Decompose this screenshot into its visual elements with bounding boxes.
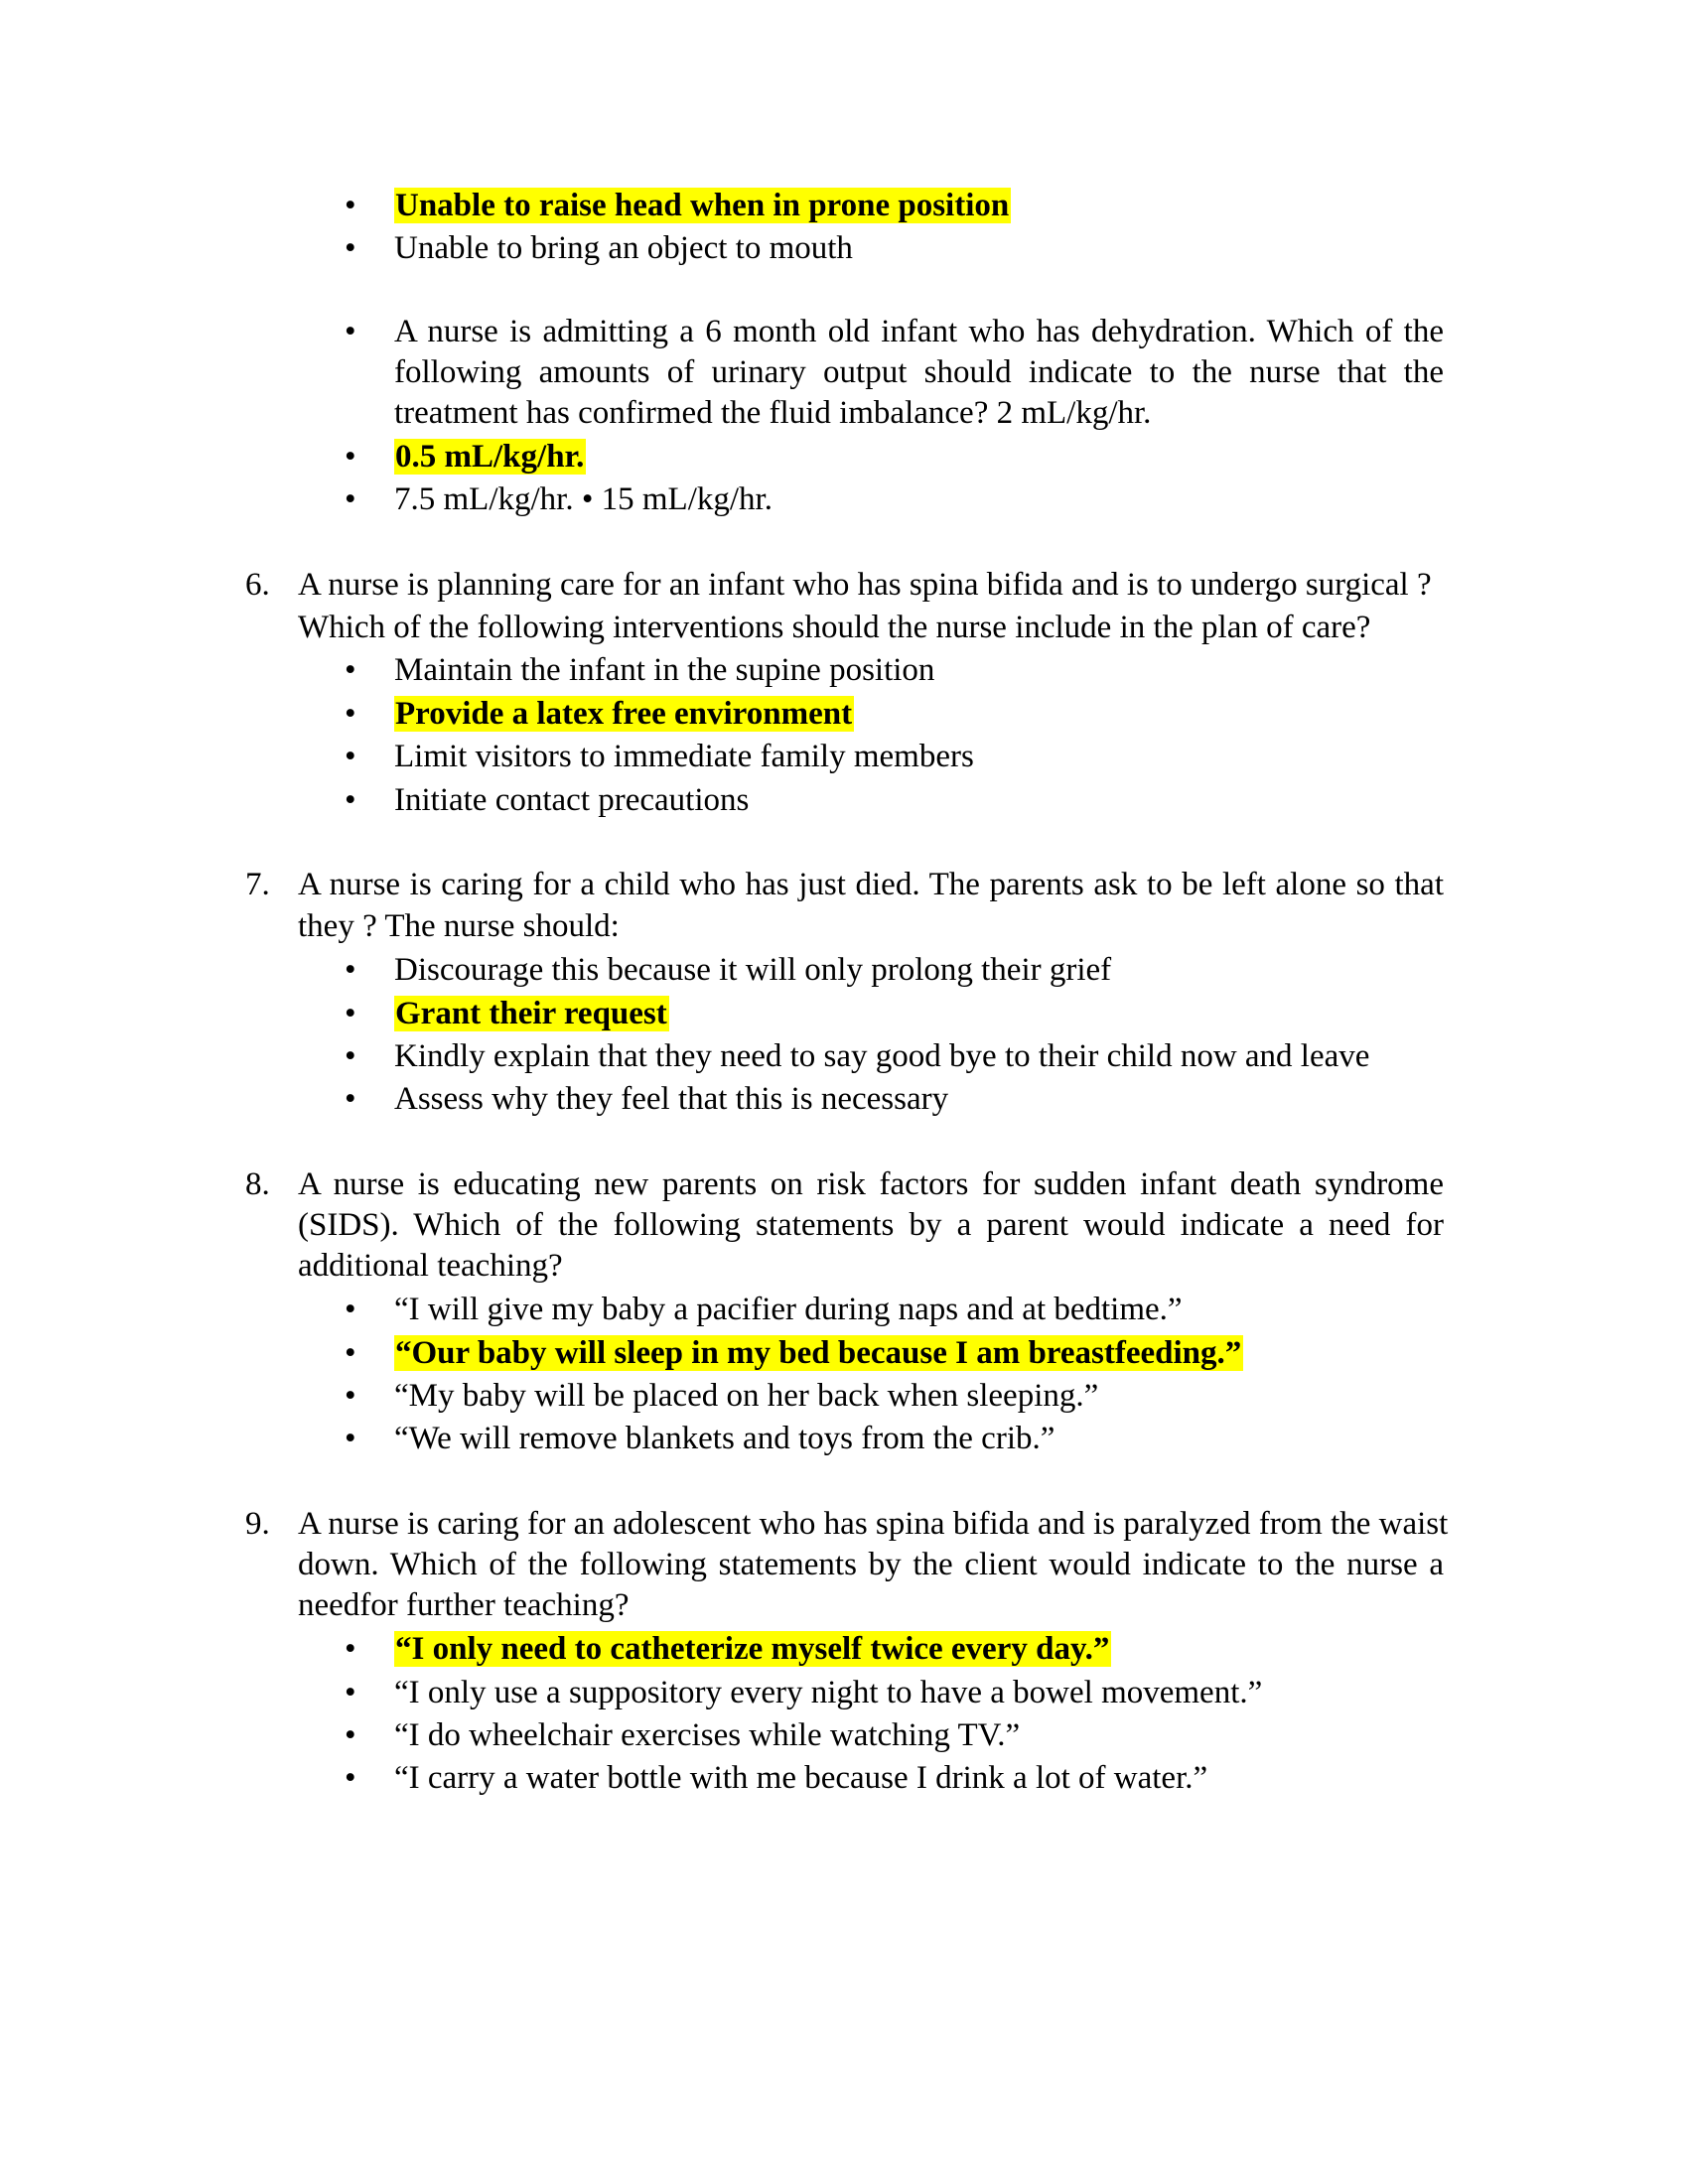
bullet-glyph: • (345, 1631, 356, 1667)
option: Limit visitors to immediate family members (394, 739, 974, 774)
highlighted-answer: Grant their request (395, 996, 667, 1031)
option: Maintain the infant in the supine position (394, 652, 935, 688)
bullet-glyph: • (345, 739, 356, 774)
option-highlighted (394, 992, 669, 1035)
bullet-glyph: • (345, 1081, 356, 1117)
bullet-glyph: • (345, 782, 356, 818)
question-text-line: Which of the following interventions should the nurse include in the plan of care? (298, 610, 1371, 645)
bullet-glyph: • (345, 230, 356, 266)
bullet-glyph: • (345, 314, 356, 349)
bullet-glyph: • (345, 1421, 356, 1456)
bullet-glyph: • (345, 481, 356, 517)
question-text-line: treatment has confirmed the fluid imbalance? 2 mL/kg/hr. (394, 395, 1152, 431)
option: Kindly explain that they need to say good bye to their child now and leave (394, 1038, 1370, 1074)
highlighted-answer: Unable to raise head when in prone position (395, 188, 1010, 223)
option: “I do wheelchair exercises while watching TV.” (394, 1717, 1021, 1753)
question-text-line: needfor further teaching? (298, 1587, 630, 1623)
question-text-line: A nurse is admitting a 6 month old infant who has dehydration. Which of the (394, 314, 1444, 349)
highlighted-answer: “Our baby will sleep in my bed because I am breastfeeding.” (395, 1335, 1242, 1371)
question-text-line: they ? The nurse should: (298, 908, 620, 944)
bullet-glyph: • (345, 696, 356, 732)
option: Discourage this because it will only prolong their grief (394, 952, 1112, 988)
list-item: Unable to bring an object to mouth (394, 230, 853, 266)
bullet-glyph: • (345, 1760, 356, 1796)
highlighted-answer: “I only need to catheterize myself twice every day.” (395, 1631, 1110, 1667)
question-number: 9. (245, 1506, 270, 1542)
bullet-glyph: • (345, 439, 356, 475)
list-item-highlighted (394, 184, 1011, 227)
option: “My baby will be placed on her back when sleeping.” (394, 1378, 1099, 1414)
bullet-glyph: • (345, 1335, 356, 1371)
option-highlighted (394, 1627, 1111, 1671)
option: Assess why they feel that this is necessary (394, 1081, 949, 1117)
question-text-line: (SIDS). Which of the following statements by a parent would indicate a need for (298, 1207, 1444, 1243)
bullet-glyph: • (345, 1038, 356, 1074)
question-text-line: down. Which of the following statements by the client would indicate to the nurse a (298, 1547, 1444, 1582)
bullet-glyph: • (345, 1378, 356, 1414)
bullet-glyph: • (345, 1292, 356, 1327)
option: “I carry a water bottle with me because I drink a lot of water.” (394, 1760, 1208, 1796)
question-text-line: A nurse is planning care for an infant who has spina bifida and is to undergo surgical ? (298, 567, 1432, 603)
question-text-line: A nurse is caring for a child who has just died. The parents ask to be left alone so that (298, 867, 1444, 902)
question-text-line: following amounts of urinary output should indicate to the nurse that the (394, 354, 1444, 390)
option-highlighted (394, 692, 854, 736)
question-number: 6. (245, 567, 270, 603)
question-number: 7. (245, 867, 270, 902)
option: “I only use a suppository every night to have a bowel movement.” (394, 1675, 1263, 1710)
option: 7.5 mL/kg/hr. • 15 mL/kg/hr. (394, 481, 773, 517)
bullet-glyph: • (345, 996, 356, 1031)
bullet-glyph: • (345, 1717, 356, 1753)
option-highlighted (394, 1331, 1243, 1375)
highlighted-answer: 0.5 mL/kg/hr. (395, 439, 585, 475)
bullet-glyph: • (345, 1675, 356, 1710)
question-text-line: additional teaching? (298, 1248, 563, 1284)
highlighted-answer: Provide a latex free environment (395, 696, 853, 732)
question-text-line: A nurse is educating new parents on risk factors for sudden infant death syndrome (298, 1166, 1444, 1202)
option: Initiate contact precautions (394, 782, 750, 818)
option-highlighted (394, 435, 586, 478)
option: “I will give my baby a pacifier during naps and at bedtime.” (394, 1292, 1183, 1327)
question-text-line: A nurse is caring for an adolescent who has spina bifida and is paralyzed from the waist (298, 1506, 1449, 1542)
question-number: 8. (245, 1166, 270, 1202)
bullet-glyph: • (345, 188, 356, 223)
bullet-glyph: • (345, 652, 356, 688)
bullet-glyph: • (345, 952, 356, 988)
option: “We will remove blankets and toys from the crib.” (394, 1421, 1055, 1456)
